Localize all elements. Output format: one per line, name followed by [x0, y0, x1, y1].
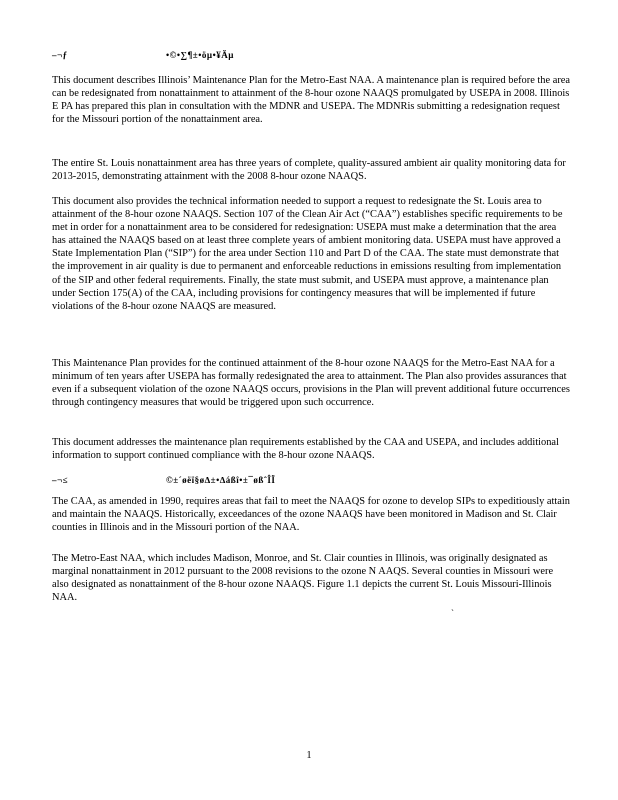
section-title: •©•∑¶±•öµ•¥Äµ	[166, 50, 234, 60]
paragraph: The entire St. Louis nonattainment area has three years of complete, quality-assured ambient air quality monitoring data for 2013-2015, demonstrating attainment with the 2008 8-hour ozone NAAQS.	[52, 158, 566, 183]
paragraph: The CAA, as amended in 1990, requires areas that fail to meet the NAAQS for ozone to develop SIPs to expeditiously attain and maintain the NAAQS. Historically, exceedances of the ozone NAAQS have been monitored in Madison and St. Clair counties in Illinois and in the Missouri portion of the NAA.	[52, 496, 570, 534]
section-title: ©±´øëï§ø∆±•∆áßî•±¯øßˆÎÏ	[166, 475, 276, 485]
section-heading-2	[52, 475, 275, 485]
paragraph: This document describes Illinois’ Maintenance Plan for the Metro-East NAA. A maintenance plan is required before the area can be redesignated from nonattainment to attainment of the 8-hour ozone NAAQS promulgated by USEPA in 2008. Illinois E PA has prepared this plan in consultation with the MDNR and USEPA. The MDNRis submitting a redesignation request for the Missouri portion of the nonattainment area.	[52, 75, 571, 126]
stray-mark: ˎ	[451, 601, 454, 611]
paragraph: This document also provides the technical information needed to support a request to redesignate the St. Louis area to attainment of the 8-hour ozone NAAQS. Section 107 of the Clean Air Act (“CAA”) establishes specific requirements to be met in order for a nonattainment area to be considered for redesignation: USEPA must make a determination that the area has attained the NAAQS based on at least three complete years of ambient monitoring data. USEPA must have approved a State Implementation Plan (“SIP”) for the area under Section 110 and Part D of the CAA. The state must demonstrate that the improvement in air quality is due to permanent and enforceable reductions in emissions resulting from implementation of the SIP and other federal requirements. Finally, the state must submit, and USEPA must approve, a maintenance plan under Section 175(A) of the CAA, including provisions for contingency measures that will be implemented if future violations of the 8-hour ozone NAAQS are measured.	[52, 196, 563, 312]
section-heading-1	[52, 50, 234, 60]
paragraph: This Maintenance Plan provides for the continued attainment of the 8-hour ozone NAAQS for the Metro-East NAA for a minimum of ten years after USEPA has formally redesignated the area to attainment. The Plan also provides assurances that even if a subsequent violation of the ozone NAAQS occurs, provisions in the Plan will prevent additional future occurrences through contingency measures that would be triggered upon such occurrence.	[52, 358, 570, 409]
paragraph: This document addresses the maintenance plan requirements established by the CAA and USEPA, and includes additional information to support continued compliance with the 8-hour ozone NAAQS.	[52, 437, 559, 462]
section-number: –¬≤	[52, 475, 69, 485]
section-number: –¬ƒ	[52, 50, 68, 60]
paragraph: The Metro-East NAA, which includes Madison, Monroe, and St. Clair counties in Illinois, was originally designated as marginal nonattainment in 2012 pursuant to the 2008 revisions to the ozone N AAQS. Several counties in Missouri were also designated as nonattainment of the 8-hour ozone NAAQS. Figure 1.1 depicts the current St. Louis Missouri-Illinois NAA.	[52, 553, 554, 604]
page-number: 1	[306, 750, 312, 761]
